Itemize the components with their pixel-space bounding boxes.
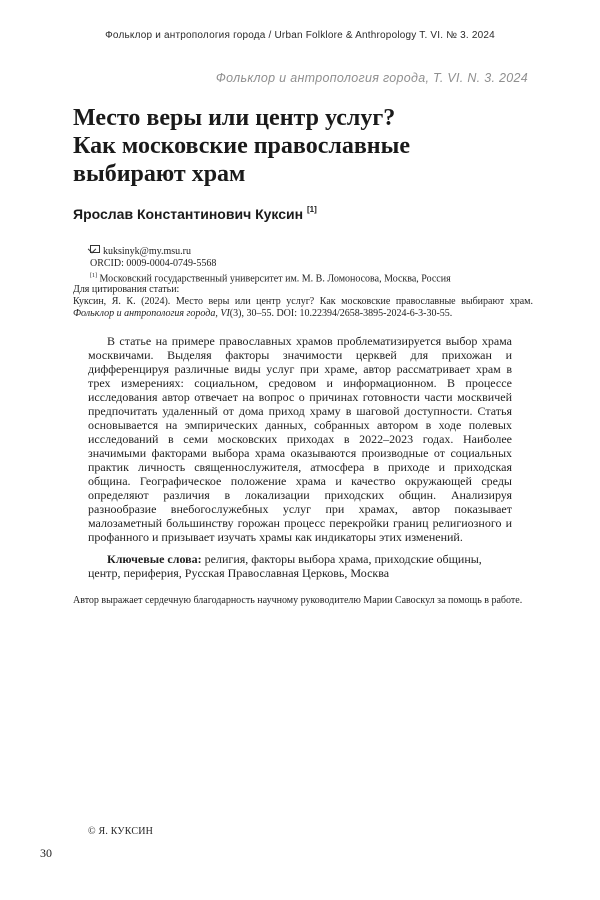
author-name-text: Ярослав Константинович Куксин [73,206,304,222]
keywords [88,552,512,580]
citation-text [73,296,533,320]
citation-tail: (3), 30–55. DOI: 10.22394/2658-3895-2024-6-3-30-55. [229,308,453,319]
acknowledgement: Автор выражает сердечную благодарность научному руководителю Марии Савоскул за помощь в работе. [73,595,523,606]
citation-label: Для цитирования статьи: [73,284,180,295]
running-head: Фольклор и антропология города / Urban Folklore & Anthropology T. VI. № 3. 2024 [105,30,495,41]
affiliation-text: Московский государственный университет им. М. В. Ломоносова, Москва, Россия [99,273,451,285]
title-line: Как московские православные [73,133,410,159]
email-text[interactable]: kuksinyk@my.msu.ru [103,246,192,257]
keywords-label: Ключевые слова: [107,552,202,566]
author-orcid: ORCID: 0009-0004-0749-5568 [90,258,217,269]
article-title [73,104,513,188]
copyright: © Я. КУКСИН [88,826,154,837]
author-affil-ref: [1] [306,205,317,214]
title-line: Место веры или центр услуг? [73,105,396,131]
abstract: В статье на примере православных храмов проблематизируется выбор храма москвичами. Выделяя факторы значимости церквей для прихожан и дифференцируя различные виды услуг при храме, автор рассматривает храм в трех измерениях: социальном, средовом и информационном. В процессе исследования автор отвечает на вопрос о причинах готовности части москвичей предпочитать удаленный от дома приход храму в шаговой доступности. Статья основывается на эмпирических данных, собранных автором в ходе полевых исследований в семи московских приходах в 2022–2023 годах. Наиболее значимыми факторами выбора храма оказываются производные от социальных практик личность священнослужителя, атмосфера в приходе и приходская община. Географическое положение храма и качество окружающей среды определяют различия в локализации приходских общин. Анализируя разнообразие внебогослужебных услуг при храмах, автор показывает малозаметный большинству горожан процесс перекройки границ религиозного и профанного и призывает изучать храмы как индикаторы этих изменений. [88,334,512,544]
author-email[interactable] [90,246,191,258]
citation-journal: Фольклор и антропология города, VI [73,308,230,319]
author-name [73,206,317,222]
journal-mark: Фольклор и антропология города, T. VI. N. 3. 2024 [215,71,528,85]
keywords-text: религия, факторы выбора храма, приходские общины, центр, периферия, Русская Православная Церковь, Москва [88,552,482,580]
envelope-icon [90,245,100,253]
affiliation-mark: [1] [90,273,97,279]
citation-main: Куксин, Я. К. (2024). Место веры или центр услуг? Как московские православные выбирают храм. [73,296,533,307]
title-line: выбирают храм [73,161,246,187]
page-number: 30 [40,846,52,860]
